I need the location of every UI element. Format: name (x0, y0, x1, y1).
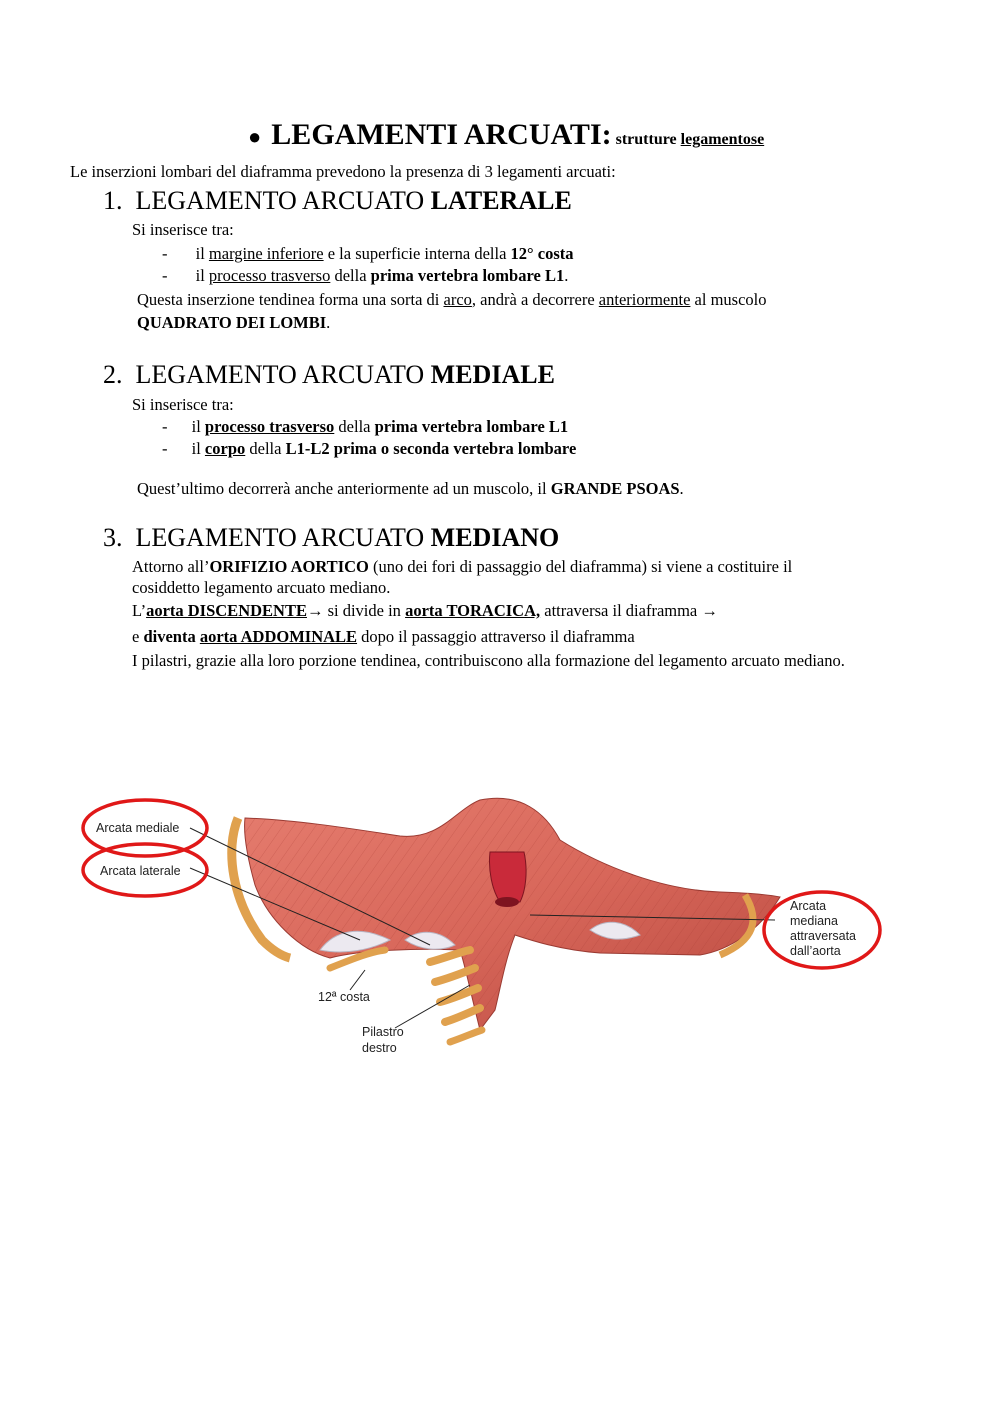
page-title: LEGAMENTI ARCUATI: (271, 118, 612, 151)
txt: attraversa il diaframma → (540, 601, 718, 620)
leader-line (395, 985, 470, 1028)
label-pilastro-2: destro (362, 1041, 397, 1055)
dash: - (162, 244, 168, 263)
s1-bullet-1 (162, 243, 573, 265)
heading-bold: LATERALE (430, 186, 572, 215)
txt-b: L1-L2 prima o seconda vertebra lombare (285, 439, 577, 458)
heading-text: LEGAMENTO ARCUATO (135, 523, 431, 552)
heading-text: LEGAMENTO ARCUATO (135, 186, 431, 215)
section-2-heading (103, 360, 555, 390)
s2-intro: Si inserisce tra: (132, 395, 234, 414)
txt-b: QUADRATO DEI LOMBI (137, 313, 327, 332)
txt-b: GRANDE PSOAS (550, 479, 680, 498)
s2-paragraph (137, 478, 684, 500)
txt: . (564, 266, 569, 285)
s1-bullet-2 (162, 265, 568, 287)
label-mediana-1: Arcata (790, 899, 827, 913)
txt-u: arco (443, 290, 472, 309)
txt-u: processo trasverso (208, 266, 331, 285)
txt: Quest’ultimo decorrerà anche anteriormente ad un muscolo, il (137, 479, 551, 498)
dash: - (162, 266, 168, 285)
dash: - (162, 417, 168, 436)
s3-line-4 (132, 626, 635, 648)
txt-bu: aorta ADDOMINALE (199, 627, 358, 646)
section-1-heading (103, 186, 572, 216)
subtitle-a: strutture (615, 131, 677, 148)
txt: della (330, 266, 371, 285)
txt-bu: corpo (204, 439, 246, 458)
txt: , andrà a decorrere (471, 290, 599, 309)
s1-paragraph-line2 (137, 312, 330, 334)
leader-line (350, 970, 365, 990)
txt: . (326, 313, 331, 332)
section-3-heading (103, 523, 559, 553)
txt: il (195, 266, 209, 285)
vertebra-process (445, 1008, 480, 1022)
txt-b: prima vertebra lombare L1 (374, 417, 569, 436)
title-subtitle (616, 131, 765, 148)
txt: dopo il passaggio attraverso il diaframma (357, 627, 635, 646)
section-number: 3. (103, 523, 123, 552)
s2-bullet-2 (162, 438, 576, 460)
txt-bu: aorta DISCENDENTE (146, 601, 307, 620)
s1-intro: Si inserisce tra: (132, 220, 234, 239)
txt: si divide in (323, 601, 406, 620)
txt-b: ORIFIZIO AORTICO (209, 557, 369, 576)
vertebra-process (450, 1030, 482, 1042)
txt-bu: processo trasverso (204, 417, 335, 436)
txt-b: 12° costa (510, 244, 574, 263)
subtitle-b: legamentose (680, 131, 765, 148)
txt-u: margine inferiore (208, 244, 324, 263)
txt: il (191, 439, 205, 458)
arrow-icon: → (306, 601, 324, 620)
s1-paragraph-line1 (137, 289, 767, 311)
intro-text: Le inserzioni lombari del diaframma prevedono la presenza di 3 legamenti arcuati: (70, 162, 616, 181)
label-arcata-mediale: Arcata mediale (96, 821, 180, 835)
txt: (uno dei fori di passaggio del diaframma) si viene a costituire il (368, 557, 793, 576)
title-line (248, 118, 764, 152)
txt: e (132, 627, 144, 646)
label-mediana-2: mediana (790, 914, 838, 928)
txt-bu: aorta TORACICA, (405, 601, 541, 620)
txt: e la superficie interna della (323, 244, 511, 263)
txt: . (679, 479, 684, 498)
txt: L’ (132, 601, 147, 620)
label-pilastro-1: Pilastro (362, 1025, 404, 1039)
bullet-icon: ● (248, 124, 262, 149)
txt: al muscolo (690, 290, 767, 309)
s3-line-1 (132, 556, 792, 578)
section-number: 1. (103, 186, 123, 215)
heading-text: LEGAMENTO ARCUATO (135, 360, 431, 389)
heading-bold: MEDIANO (430, 523, 560, 552)
txt: della (334, 417, 375, 436)
label-costa: 12ª costa (318, 990, 370, 1004)
txt: della (245, 439, 286, 458)
txt: Attorno all’ (132, 557, 210, 576)
diaphragm-figure (0, 790, 1000, 1070)
txt: Questa inserzione tendinea forma una sorta di (137, 290, 444, 309)
txt-b: diventa (143, 627, 196, 646)
txt-u: anteriormente (598, 290, 691, 309)
txt: il (191, 417, 205, 436)
dash: - (162, 439, 168, 458)
s3-line-2: cosiddetto legamento arcuato mediano. (132, 578, 391, 597)
txt-b: prima vertebra lombare L1 (370, 266, 565, 285)
section-number: 2. (103, 360, 123, 389)
label-mediana-4: dall’aorta (790, 944, 841, 958)
heading-bold: MEDIALE (430, 360, 555, 389)
label-arcata-laterale: Arcata laterale (100, 864, 181, 878)
aorta-opening (495, 897, 519, 907)
txt: il (195, 244, 209, 263)
s3-line-5: I pilastri, grazie alla loro porzione tendinea, contribuiscono alla formazione del legamento arcuato mediano. (132, 651, 845, 670)
s3-line-3 (132, 600, 718, 622)
label-mediana-3: attraversata (790, 929, 857, 943)
s2-bullet-1 (162, 416, 568, 438)
